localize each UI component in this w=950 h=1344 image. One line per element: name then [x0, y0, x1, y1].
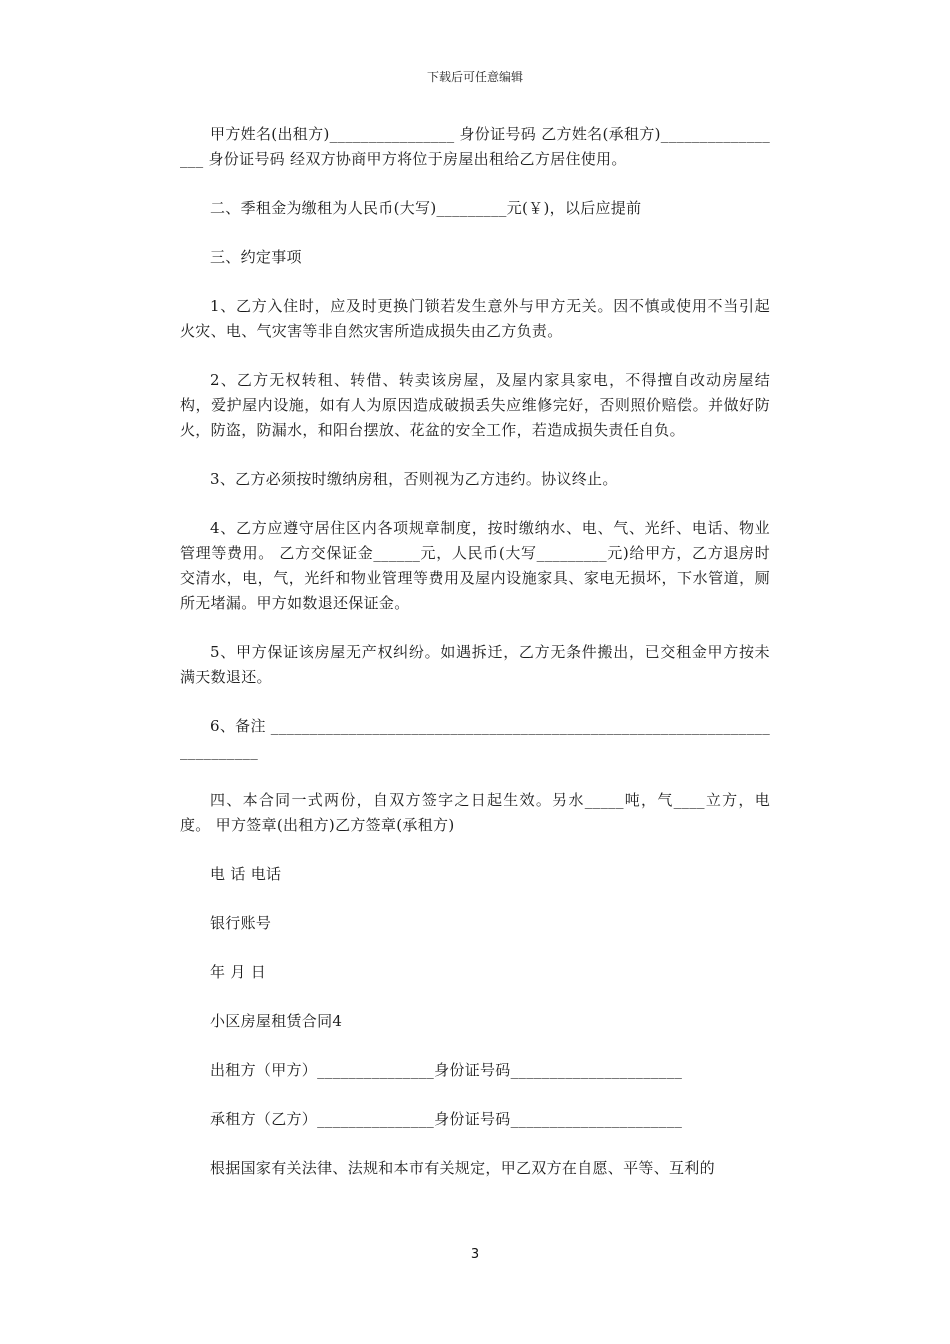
page-number: 3: [470, 1247, 480, 1262]
paragraph-term-4: 4、乙方应遵守居住区内各项规章制度，按时缴纳水、电、气、光纤、电话、物业管理等费用。 乙方交保证金______元，人民币(大写_________元)给甲方，乙方退房时交清水，电，气，光纤和物业管理等费用及屋内设施家具、家电无损坏，下水管道，厕所无堵漏。甲方如数退还保证金。: [180, 519, 770, 612]
paragraph-term-2: 2、乙方无权转租、转借、转卖该房屋，及屋内家具家电，不得擅自改动房屋结构，爱护屋内设施，如有人为原因造成破损丢失应维修完好，否则照价赔偿。并做好防火，防盗，防漏水，和阳台摆放、花盆的安全工作，若造成损失责任自负。: [180, 371, 770, 439]
paragraph-term-1: 1、乙方入住时，应及时更换门锁若发生意外与甲方无关。因不慎或使用不当引起火灾、电、气灾害等非自然灾害所造成损失由乙方负责。: [180, 297, 770, 340]
paragraph-effective: 四、本合同一式两份，自双方签字之日起生效。另水_____吨，气____立方，电 度。 甲方签章(出租方)乙方签章(承租方): [180, 791, 770, 834]
line-phone: 电 话 电话: [210, 865, 282, 883]
contract-title: 小区房屋租赁合同4: [210, 1012, 343, 1030]
line-date: 年 月 日: [210, 963, 267, 981]
line-lessee: 承租方（乙方）_______________身份证号码______________________: [210, 1110, 683, 1128]
paragraph-term-3: 3、乙方必须按时缴纳房租，否则视为乙方违约。协议终止。: [210, 470, 618, 488]
document-body: [180, 122, 770, 1205]
paragraph-term-6-remarks: 6、备注 __________________________________________________________________________: [180, 717, 771, 760]
line-lessor: 出租方（甲方）_______________身份证号码______________________: [210, 1061, 683, 1079]
section-heading-terms: 三、约定事项: [210, 248, 302, 266]
page-header-note: 下载后可任意编辑: [426, 70, 523, 84]
paragraph-preamble: 根据国家有关法律、法规和本市有关规定，甲乙双方在自愿、平等、互利的: [210, 1159, 715, 1177]
paragraph-parties: 甲方姓名(出租方)________________ 身份证号码 乙方姓名(承租方)_________________ 身份证号码 经双方协商甲方将位于房屋出租给乙方居住使用。: [180, 125, 770, 168]
paragraph-rent: 二、季租金为缴租为人民币(大写)_________元(￥)，以后应提前: [210, 199, 642, 217]
line-bank-account: 银行账号: [210, 914, 272, 932]
paragraph-term-5: 5、甲方保证该房屋无产权纠纷。如遇拆迁，乙方无条件搬出，已交租金甲方按未满天数退还。: [180, 643, 770, 686]
